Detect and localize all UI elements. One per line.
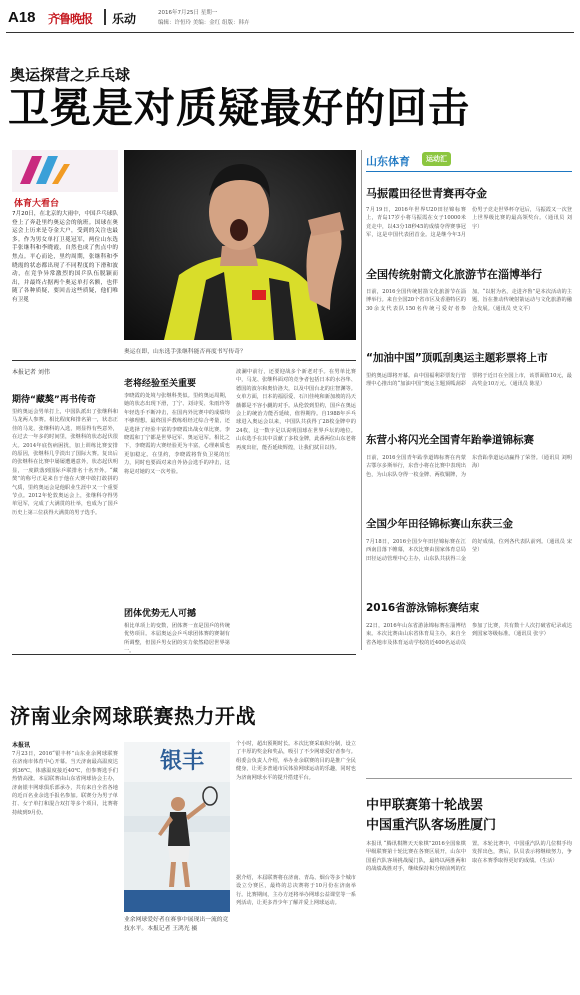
masthead-rule bbox=[6, 32, 574, 33]
news-title-5: 2016省游泳锦标赛结束 bbox=[366, 602, 480, 614]
lead-photo-caption: 奥运在即，山东选手张继科能否再度书写传奇？ bbox=[124, 349, 246, 355]
page-number: A18 bbox=[8, 9, 36, 26]
lead-byline: 本报记者 刘伟 bbox=[12, 369, 50, 376]
news-body-4: 7月18日，2016全国少年田径锦标赛在江西南昌落下帷幕，本次比赛由国家体育总局田径运动管理中心主办，山东队共获得三金的好成绩，位列各代表队前列。（通讯员 宋莹） bbox=[366, 539, 572, 562]
player-photo-graphic bbox=[124, 150, 356, 340]
column-separator bbox=[361, 150, 362, 650]
lead-rule bbox=[12, 360, 356, 361]
photo-banner-text: 银丰 bbox=[160, 749, 205, 774]
tennis-column-1: 7月23日，2016“银丰杯”山东业余网球联赛在济南市体育中心开幕。当天济南最高温度达到36℃，体感温度接近40℃，但参赛选手们热情高涨。本届联赛由山东省网球协会主办，济南银丰网球俱乐部承办，共有来自全省各地的近百名业余选手报名参加。联赛分为男子单打、女子单打和混合双打等多个项目，比赛将持续到9月份。 bbox=[12, 751, 118, 816]
subhead-legend: 期待“藏獒”再书传奇 bbox=[12, 395, 96, 405]
masthead-divider bbox=[104, 9, 106, 25]
column-logo-label: 体育大看台 bbox=[14, 199, 60, 209]
tennis-byline: 本报讯 bbox=[12, 742, 31, 749]
masthead bbox=[6, 6, 574, 30]
editor-credits: 编辑：许恒玲 美编：金红 组版：韩卉 bbox=[158, 20, 250, 26]
news-body-3: 日前，2016全国青年跆拳道锦标赛在内蒙古鄂尔多斯举行，东营小将在比赛中表现出色，为山东队夺得一枚金牌、两枚铜牌，为东营跆拳道运动赢得了荣誉。（通讯员 刘明海） bbox=[366, 455, 572, 478]
lead-intro: 7月20日，在北京的大雨中，中国乒乓球队登上了奔赴里约奥运会的航班。国球在奥运会上历来是夺金大户，受到的关注也最多。作为男女单打卫冕冠军，两位山东选手张继科和李晓霞，自然也成了焦点中的焦点。平心而论，里约周期，张继科和李晓霞的状态都出现了不同程度的下滑和波动，在竞争异常激烈的国乒队伍脱颖而出，并最终占据两个奥运单打名额，也伴随了各种质疑，要回击这些质疑，他们唯有卫冕 bbox=[12, 211, 118, 303]
news-body-1: 日前，2016全国传统射箭文化旅游节在淄博举行。来自全国20个省市区及香港特区的30余支代表队150名传统弓爱好者参加，“以射为名，走进齐鲁”是本次活动的主题，旨在推动传统射箭运动与文化旅游的融合发展。（通讯员 史文平） bbox=[366, 289, 572, 312]
tennis-photo-caption: 业余网球爱好者在赛事中展现出一流的竞技水平。本报记者 王鸿光 摄 bbox=[124, 917, 229, 932]
paper-logo: 齐鲁晚报 bbox=[48, 12, 93, 26]
issue-date: 2016年7月25日 星期一 bbox=[158, 10, 218, 16]
lead-column-1: 里约奥运会男单打上，中国队派出了张继科和马龙两人参赛。相比程度和排名第一，状态正佳的马龙，张继科的入选，则显得有些意外，在过去一年多的时间里，张继科的状态起伏很大。2014年底伤病困扰，加上训练比赛安排的原因，张继科几乎淡出了国际大赛。复出后的张继科在比赛中屡屡遭遇意外，状态起伏明显，一度跌落到国际乒联排名十名开外。“藏獒”的称号正是来自于他在大赛中敢打敢拼的气质，里约奥运会是他职业生涯中又一个重要节点。2012年伦敦奥运会上，张继科夺得男单冠军，完成了大满贯的壮举，也成为了国乒历史上第三位获得大满贯的男子选手。 bbox=[12, 409, 118, 516]
news-body-2: 里约奥运即将开幕。由中国福利彩票发行管理中心推出的“加油中国”奥运主题顶呱刮彩票将于近日在全国上市，该票面值10元，最高奖金10万元。（通讯员 陈星） bbox=[366, 373, 572, 388]
news-title-1: 全国传统射箭文化旅游节在淄博举行 bbox=[366, 268, 542, 281]
lead-photo bbox=[124, 150, 356, 340]
news-title-4: 全国少年田径锦标赛山东获三金 bbox=[366, 518, 513, 530]
lead-column-3: 相比单项上的变数，团体赛一直是国乒的传统优势项目。本届奥运会乒乓球团体赛的赛制有所调整，但国乒男女团的实力依然稳居世界第一。 bbox=[124, 623, 230, 655]
news-body-0: 7月19日，2016年世界U20田径锦标赛上，青岛17岁小将马振霞在女子10000米竞走中，以43分18秒45的成绩夺得赛事冠军，这是中国代表团首金。这是继今年3月份男子竞走世界杯夺冠后，马振霞又一次登上世界级比赛的最高领奖台。（通讯员 刘宇） bbox=[366, 207, 572, 239]
column-logo-graphic bbox=[12, 150, 118, 192]
section-logo: 山东体育 bbox=[366, 155, 410, 168]
section-tag: 运动汇 bbox=[422, 152, 451, 166]
tennis-column-3: 据介绍，本届联赛将在济南、青岛、烟台等多个城市设立分赛区，最终的总决赛将于10月份在济南举行。比赛期间，主办方还将举办网球公益课堂等一系列活动，让更多青少年了解并爱上网球运动。 bbox=[236, 875, 356, 907]
news-body-5: 22日，2016年山东省游泳锦标赛在淄博结束。本次比赛由山东省体育局主办，来自全省各地市及体育运动学校的近400名运动员参加了比赛，共有数十人次打破省纪录或达到国家等级标准。（通讯员 张宇） bbox=[366, 623, 572, 646]
lead-headline: 卫冕是对质疑最好的回击 bbox=[8, 84, 470, 132]
subhead-team: 团体优势无人可撼 bbox=[124, 609, 197, 619]
news-title-3: 东营小将闪光全国青年跆拳道锦标赛 bbox=[366, 434, 534, 446]
lead-column-2: 李晓霞的处境与张继科类似。里约奥运周期，她的状态出现下滑，丁宁、刘诗雯、朱雨玲等年轻选手不断冲击，在国内外比赛中的成绩均不够理想。最终国乒教练组经过综合考量，还是选择了经验丰富的李晓霞出战女单比赛。李晓霞和丁宁都是世界冠军、奥运冠军。相比之下，李晓霞的大赛经验更为丰富，心理素质也更加稳定。在里约，李晓霞将背负卫冕的压力，同时也要面对来自外协会选手的冲击，这将是对她的又一次考验。 bbox=[124, 393, 230, 475]
news-title-0: 马振霞田径世青赛再夺金 bbox=[366, 187, 487, 200]
feature-title-line2: 中国重汽队客场胜厦门 bbox=[366, 818, 497, 833]
subhead-veteran: 老将经验至关重要 bbox=[124, 379, 197, 389]
news-title-2: “加油中国”顶呱刮奥运主题彩票将上市 bbox=[366, 352, 548, 364]
tennis-top-rule bbox=[12, 654, 356, 655]
section-tag-rule bbox=[366, 171, 572, 172]
section-name: 乐动 bbox=[112, 12, 137, 26]
tennis-photo bbox=[124, 742, 230, 912]
tennis-headline: 济南业余网球联赛热力开战 bbox=[10, 704, 256, 728]
right-rule bbox=[366, 778, 572, 779]
feature-title-line1: 中甲联赛第十轮战罢 bbox=[366, 798, 484, 813]
feature-body: 本报讯 “腾讯棋牌天天象棋”2016全国象棋甲级联赛第十轮比赛在各赛区展开，山东中国重汽队客场挑战厦门队，最终以两胜两和的战绩战胜对手，继续保持积分榜前列的位置。本轮比赛中，中国重汽队的几位棋手均发挥出色，赛后，队员表示将继续努力，争取在本赛季取得更好的成绩。（生活） bbox=[366, 841, 572, 873]
tennis-column-2: 个小时，超出预期时长。本次比赛采取积分制，设立了丰厚的奖金和奖品，吸引了不少网球爱好者参与。组委会负责人介绍，举办业余联赛的目的是推广全民健身，让更多普通市民体验网球运动的乐趣，同时也为济南网球水平的提升搭建平台。 bbox=[236, 741, 356, 781]
lead-kicker: 奥运探营之乒乓球 bbox=[10, 66, 131, 84]
column-logo bbox=[12, 150, 118, 192]
lead-column-4: 波澜中前行，还要迎战多个新老对手。在男单比赛中，马龙、张继科面对的竞争者包括日本的水谷隼、德国的波尔和奥恰洛夫，以及中国台北的庄智渊等。女单方面，日本的福原爱、石川佳纯和新加坡的冯天薇都是不容小觑的对手。从伦敦到里约，国乒在奥运会上的统治力能否延续，值得期待。自1988年乒乓球进入奥运会以来，中国队共获得了28枚金牌中的24枚，这一数字足以说明国球在世界乒坛的地位。山东选手在其中贡献了多枚金牌，此番两位山东老将再度出征，能否延续辉煌，让我们拭目以待。 bbox=[236, 369, 356, 451]
